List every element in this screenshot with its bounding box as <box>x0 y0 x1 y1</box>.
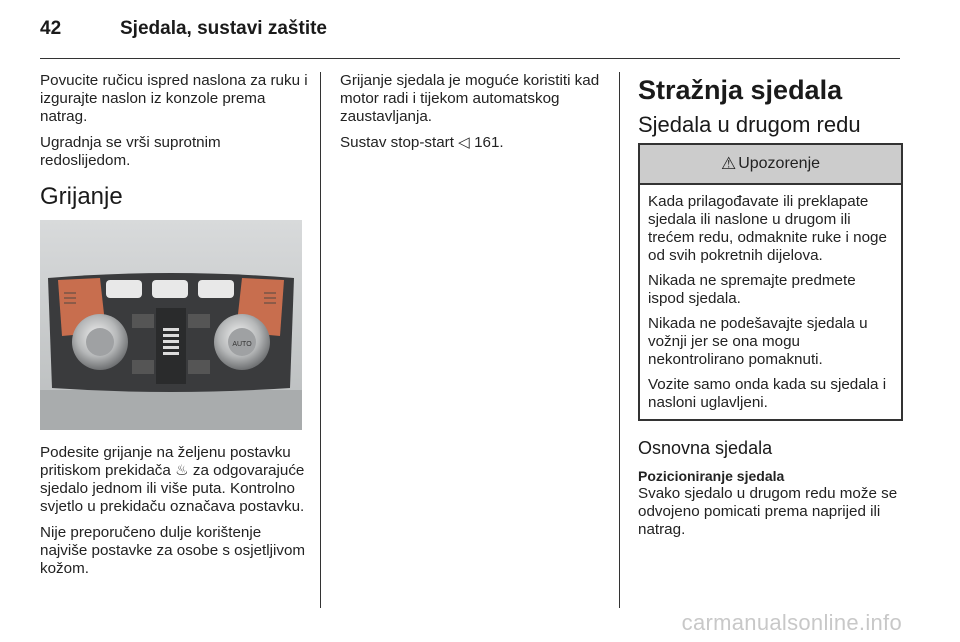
warning-item: Vozite samo onda kada su sjedala i nasloni uglavljeni. <box>648 376 887 411</box>
paragraph: Povucite ručicu ispred naslona za ruku i izgurajte naslon iz konzole prema natrag. <box>40 72 308 125</box>
paragraph: Nije preporučeno dulje korištenje najviše postavke za osobe s osjetljivom kožom. <box>40 524 306 577</box>
column-1 <box>40 72 308 586</box>
paragraph: Svako sjedalo u drugom redu može se odvojeno pomicati prema naprijed ili natrag. <box>638 485 898 538</box>
warning-icon: ⚠ <box>720 154 737 173</box>
page-header <box>40 18 327 40</box>
climate-control-photo <box>40 220 302 430</box>
watermark: carmanualsonline.info <box>681 610 902 635</box>
seat-heat-icon: ♨ <box>175 462 189 479</box>
section-title-rear-seats: Stražnja sjedala <box>638 75 843 105</box>
section-title-heating: Grijanje <box>40 183 123 210</box>
seat-positioning-label: Pozicioniranje sjedala <box>638 468 785 484</box>
warning-box <box>638 143 903 421</box>
paragraph: Grijanje sjedala je moguće koristiti kad motor radi i tijekom automatskog zaustavljanja. <box>340 72 600 125</box>
warning-item: Kada prilagođavate ili preklapate sjedala ili naslone u drugom ili trećem redu, odmaknite ruke i noge od svih pokretnih dijelova. <box>648 193 887 264</box>
page-reference-icon: ◁ <box>458 134 470 151</box>
subsection-title-second-row: Sjedala u drugom redu <box>638 112 861 137</box>
paragraph: Ugradnja se vrši suprotnim redoslijedom. <box>40 134 221 169</box>
header-divider <box>40 58 900 59</box>
warning-item: Nikada ne podešavajte sjedala u vožnji jer se ona mogu nekontrolirano pomaknuti. <box>648 315 868 368</box>
column-3 <box>638 72 903 547</box>
warning-body <box>640 185 901 412</box>
subsection-title-basic-seats: Osnovna sjedala <box>638 438 773 458</box>
page-title: Sjedala, sustavi zaštite <box>120 18 327 39</box>
stop-start-link[interactable]: 161. <box>474 134 504 151</box>
warning-header <box>640 145 901 185</box>
paragraph: Sustav stop-start ◁ 161. <box>340 134 504 151</box>
warning-heading: Upozorenje <box>738 155 821 172</box>
auto-label: AUTO <box>232 341 252 348</box>
column-divider-2 <box>619 72 620 608</box>
warning-item: Nikada ne spremajte predmete ispod sjedala. <box>648 272 856 307</box>
page-number: 42 <box>40 18 62 39</box>
column-2 <box>340 72 610 160</box>
column-divider-1 <box>320 72 321 608</box>
paragraph: Podesite grijanje na željenu postavku pritiskom prekidača ♨ za odgovarajuće sjedalo jednom ili više puta. Kontrolno svjetlo u prekidaču označava postavku. <box>40 444 305 515</box>
